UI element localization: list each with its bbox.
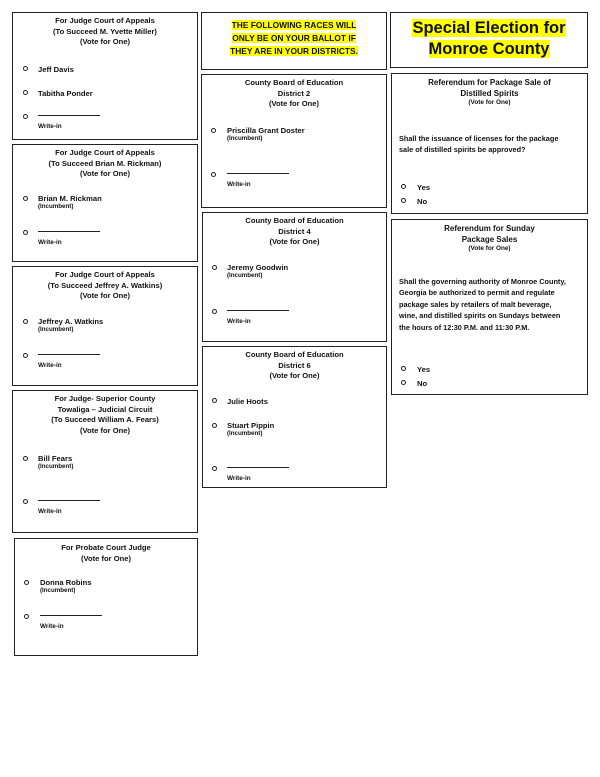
vote-instruction: (Vote for One) bbox=[79, 291, 131, 300]
radio-bill-fears[interactable] bbox=[23, 456, 28, 461]
radio-julie-hoots[interactable] bbox=[212, 398, 217, 403]
race-header bbox=[203, 213, 386, 248]
referendum-sunday-sales bbox=[391, 219, 588, 395]
radio-write-in[interactable] bbox=[23, 353, 28, 358]
incumbent-label: (Incumbent) bbox=[38, 326, 74, 333]
option-no: No bbox=[417, 197, 428, 206]
race-header bbox=[202, 75, 386, 110]
race-header bbox=[13, 267, 197, 302]
radio-write-in[interactable] bbox=[24, 614, 29, 619]
vote-instruction: (Vote for One) bbox=[80, 553, 132, 563]
race-subtitle: (To Succeed Jeffrey A. Watkins) bbox=[47, 280, 163, 290]
write-in-label: Write-in bbox=[227, 318, 251, 325]
referendum-question: Shall the governing authority of Monroe County, Georgia be authorized to permit and regulate package sales by retailers of malt beverage, wine, and distilled spirits on Sundays between the hours of 12:30 P.M. and 11:30 P.M. bbox=[399, 277, 566, 332]
race-title: County Board of Education bbox=[244, 78, 344, 87]
race-header bbox=[13, 391, 197, 436]
race-circuit: Towaliga – Judicial Circuit bbox=[57, 404, 153, 414]
incumbent-label: (Incumbent) bbox=[40, 587, 76, 594]
radio-jeffrey-watkins[interactable] bbox=[23, 319, 28, 324]
race-title: County Board of Education bbox=[245, 216, 344, 225]
write-in-label: Write-in bbox=[227, 181, 251, 188]
race-header bbox=[13, 13, 197, 48]
race-header bbox=[13, 145, 197, 180]
race-probate-court bbox=[14, 538, 198, 656]
option-no: No bbox=[417, 379, 428, 388]
radio-yes[interactable] bbox=[401, 184, 406, 189]
race-superior-court bbox=[12, 390, 198, 533]
incumbent-label: (Incumbent) bbox=[38, 463, 74, 470]
option-yes: Yes bbox=[417, 183, 431, 192]
option-yes: Yes bbox=[417, 365, 431, 374]
vote-instruction: (Vote for One) bbox=[269, 237, 320, 246]
candidate-donna-robins: Donna Robins (Incumbent) bbox=[40, 578, 92, 594]
write-in-label: Write-in bbox=[38, 239, 62, 246]
radio-write-in[interactable] bbox=[211, 172, 216, 177]
write-in-line[interactable] bbox=[227, 467, 289, 468]
race-board-education-district-4 bbox=[202, 212, 387, 342]
referendum-subtitle: Package Sales bbox=[461, 234, 518, 244]
radio-write-in[interactable] bbox=[23, 230, 28, 235]
race-title: For Judge Court of Appeals bbox=[55, 16, 155, 25]
race-title: For Judge Court of Appeals bbox=[55, 148, 155, 157]
race-appeals-miller bbox=[12, 12, 198, 140]
referendum-subtitle: Distilled Spirits bbox=[460, 88, 519, 98]
write-in-line[interactable] bbox=[40, 615, 102, 616]
write-in-label: Write-in bbox=[227, 475, 251, 482]
race-title: For Probate Court Judge bbox=[61, 543, 151, 552]
referendum-header bbox=[392, 74, 587, 107]
write-in-line[interactable] bbox=[38, 115, 100, 116]
vote-instruction: (Vote for One) bbox=[79, 169, 131, 178]
write-in-label: Write-in bbox=[38, 123, 62, 130]
vote-instruction: (Vote for One) bbox=[79, 425, 131, 435]
vote-instruction: (Vote for One) bbox=[468, 99, 511, 106]
radio-no[interactable] bbox=[401, 198, 406, 203]
radio-jeremy-goodwin[interactable] bbox=[212, 265, 217, 270]
referendum-header bbox=[392, 220, 587, 253]
race-district: District 4 bbox=[278, 226, 311, 236]
referendum-question: Shall the issuance of licenses for the package sale of distilled spirits be approved? bbox=[399, 134, 559, 155]
candidate-jeff-davis: Jeff Davis bbox=[38, 65, 74, 74]
referendum-package-sale bbox=[391, 73, 588, 214]
incumbent-label: (Incumbent) bbox=[227, 272, 263, 279]
notice-line: THEY ARE IN YOUR DISTRICTS. bbox=[230, 46, 358, 56]
race-title: For Judge Court of Appeals bbox=[55, 270, 155, 279]
radio-jeff-davis[interactable] bbox=[23, 66, 28, 71]
title-line: Special Election for bbox=[412, 19, 566, 37]
race-subtitle: (To Succeed M. Yvette Miller) bbox=[53, 26, 157, 36]
write-in-label: Write-in bbox=[40, 623, 64, 630]
notice-line: THE FOLLOWING RACES WILL bbox=[231, 20, 357, 30]
race-appeals-watkins bbox=[12, 266, 198, 386]
race-subtitle: (To Succeed William A. Fears) bbox=[51, 415, 159, 424]
candidate-tabitha-ponder: Tabitha Ponder bbox=[38, 89, 93, 98]
race-district: District 2 bbox=[277, 88, 311, 98]
radio-tabitha-ponder[interactable] bbox=[23, 90, 28, 95]
title-line: Monroe County bbox=[428, 40, 550, 58]
race-header bbox=[15, 539, 197, 564]
write-in-line[interactable] bbox=[38, 500, 100, 501]
radio-yes[interactable] bbox=[401, 366, 406, 371]
vote-instruction: (Vote for One) bbox=[468, 245, 511, 252]
incumbent-label: (Incumbent) bbox=[227, 430, 263, 437]
write-in-line[interactable] bbox=[227, 173, 289, 174]
election-title bbox=[390, 12, 588, 68]
radio-write-in[interactable] bbox=[23, 114, 28, 119]
write-in-line[interactable] bbox=[38, 231, 100, 232]
candidate-jeremy-goodwin: Jeremy Goodwin (Incumbent) bbox=[227, 263, 289, 279]
district-notice bbox=[201, 12, 387, 70]
vote-instruction: (Vote for One) bbox=[268, 99, 320, 108]
write-in-label: Write-in bbox=[38, 362, 62, 369]
race-title: County Board of Education bbox=[245, 350, 344, 359]
race-board-education-district-2 bbox=[201, 74, 387, 208]
radio-stuart-pippin[interactable] bbox=[212, 423, 217, 428]
race-subtitle: (To Succeed Brian M. Rickman) bbox=[48, 158, 162, 168]
write-in-line[interactable] bbox=[38, 354, 100, 355]
write-in-label: Write-in bbox=[38, 508, 62, 515]
race-appeals-rickman bbox=[12, 144, 198, 262]
referendum-title: Referendum for Package Sale of bbox=[428, 78, 551, 87]
vote-instruction: (Vote for One) bbox=[79, 37, 131, 46]
candidate-priscilla-grant-doster: Priscilla Grant Doster (Incumbent) bbox=[227, 126, 305, 142]
radio-write-in[interactable] bbox=[23, 499, 28, 504]
candidate-jeffrey-watkins: Jeffrey A. Watkins (Incumbent) bbox=[38, 317, 104, 333]
race-board-education-district-6 bbox=[202, 346, 387, 488]
race-title: For Judge- Superior County bbox=[54, 394, 156, 403]
radio-write-in[interactable] bbox=[212, 466, 217, 471]
vote-instruction: (Vote for One) bbox=[269, 371, 320, 380]
candidate-brian-rickman: Brian M. Rickman (Incumbent) bbox=[38, 194, 102, 210]
radio-donna-robins[interactable] bbox=[24, 580, 29, 585]
notice-line: ONLY BE ON YOUR BALLOT IF bbox=[232, 33, 356, 43]
radio-no[interactable] bbox=[401, 380, 406, 385]
radio-write-in[interactable] bbox=[212, 309, 217, 314]
referendum-title: Referendum for Sunday bbox=[444, 224, 535, 233]
radio-priscilla-grant-doster[interactable] bbox=[211, 128, 216, 133]
radio-brian-rickman[interactable] bbox=[23, 196, 28, 201]
candidate-bill-fears: Bill Fears (Incumbent) bbox=[38, 454, 74, 470]
incumbent-label: (Incumbent) bbox=[38, 203, 74, 210]
race-header bbox=[203, 347, 386, 382]
candidate-stuart-pippin: Stuart Pippin (Incumbent) bbox=[227, 421, 275, 437]
write-in-line[interactable] bbox=[227, 310, 289, 311]
incumbent-label: (Incumbent) bbox=[227, 135, 263, 142]
candidate-julie-hoots: Julie Hoots bbox=[227, 397, 268, 406]
race-district: District 6 bbox=[278, 360, 311, 370]
